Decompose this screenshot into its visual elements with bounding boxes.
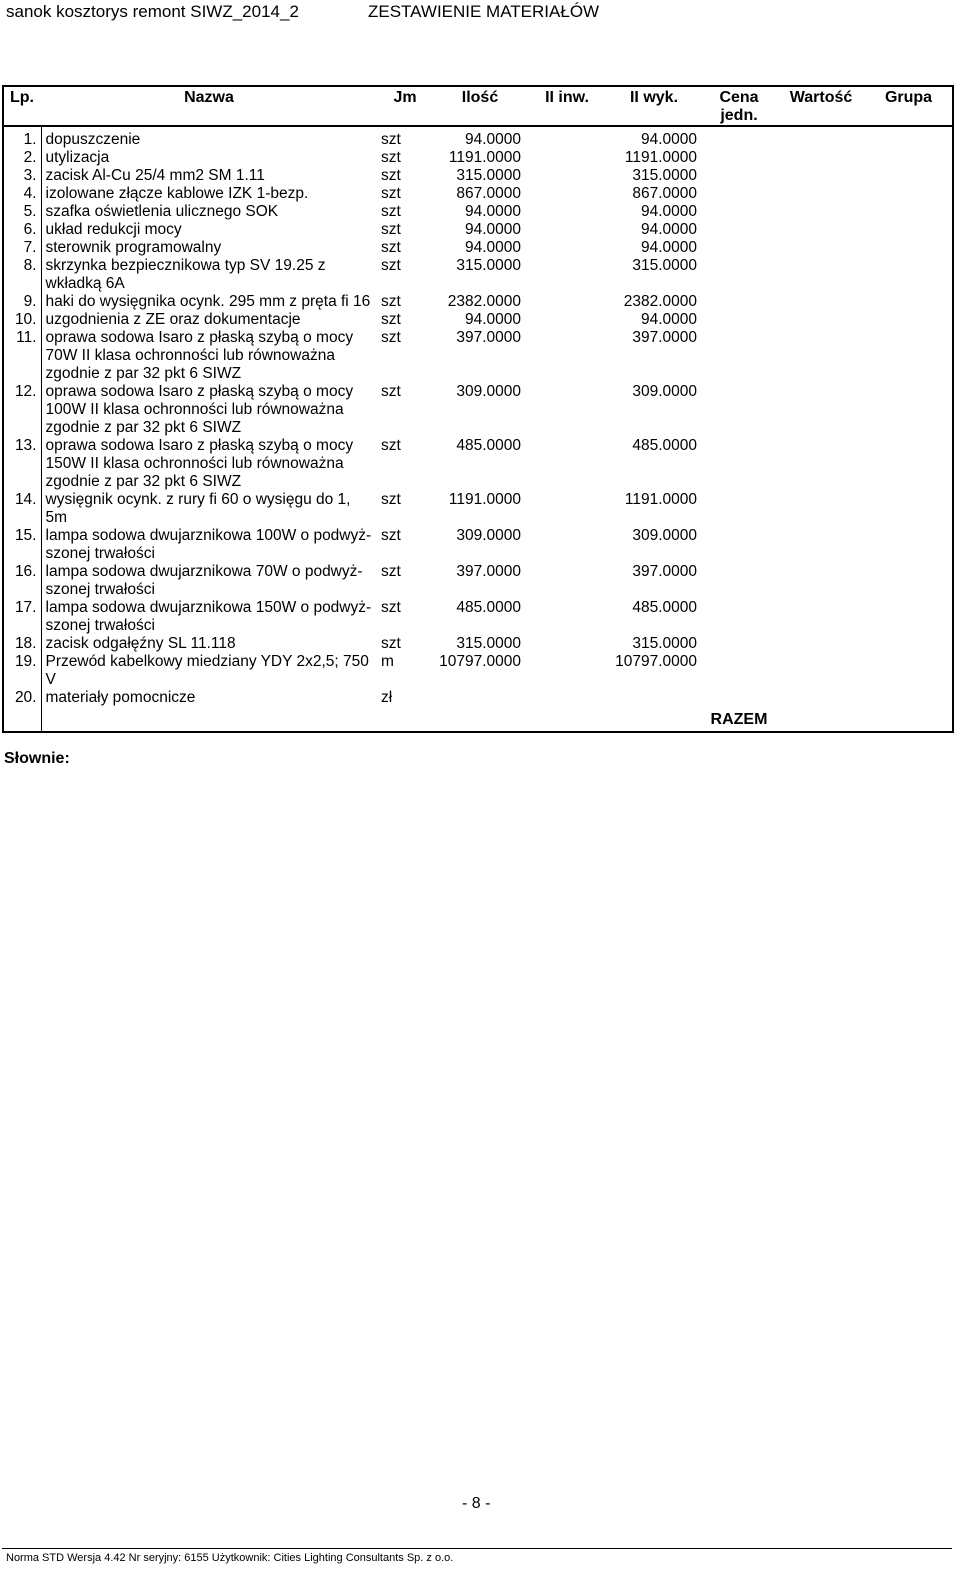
cell-lp: 2. [3,149,41,167]
cell-wartosc [777,635,865,653]
cell-wartosc [777,383,865,437]
cell-grupa [865,149,953,167]
cell-grupa [865,329,953,383]
cell-ilosc: 485.0000 [456,599,521,616]
cell-ii-wyk: 315.0000 [632,257,697,274]
cell-cena [701,599,777,635]
table-row [3,203,953,221]
cell-nazwa: izolowane złącze kablowe IZK 1-bezp. [45,185,309,202]
cell-ilosc: 315.0000 [456,635,521,652]
cell-ii-inw [527,293,607,311]
cell-cena [701,257,777,293]
cell-grupa [865,167,953,185]
cell-jm: szt [381,257,401,274]
cell-nazwa: wysięgnik ocynk. z rury fi 60 o wysięgu do 1, 5m [45,491,351,526]
cell-ilosc: 94.0000 [464,239,521,256]
cell-grupa [865,293,953,311]
cell-wartosc [777,239,865,257]
cell-lp: 13. [3,437,41,491]
cell-ii-inw [527,311,607,329]
cell-wartosc [777,563,865,599]
cell-ii-wyk: 10797.0000 [615,653,697,670]
cell-ii-wyk: 397.0000 [632,563,697,580]
cena-line2: jedn. [720,107,758,124]
cell-ii-wyk: 315.0000 [632,167,697,184]
cell-ilosc: 309.0000 [456,527,521,544]
cell-ilosc: 309.0000 [456,383,521,400]
cell-ii-wyk: 397.0000 [632,329,697,346]
cell-cena [701,221,777,239]
col-header-nazwa: Nazwa [41,86,377,126]
cell-wartosc [777,149,865,167]
table-row [3,383,953,437]
cell-grupa [865,383,953,437]
cell-nazwa: Przewód kabelkowy miedziany YDY 2x2,5; 750 V [45,653,369,688]
cell-grupa [865,239,953,257]
cell-jm: szt [381,599,401,616]
cell-lp: 3. [3,167,41,185]
cell-nazwa: sterownik programowalny [45,239,222,256]
cell-nazwa: oprawa sodowa Isaro z płaską szybą o mocy 150W II klasa ochronności lub równoważna zgodnie z par 32 pkt 6 SIWZ [45,437,354,490]
cell-grupa [865,126,953,149]
cell-lp: 14. [3,491,41,527]
cell-lp: 7. [3,239,41,257]
cell-wartosc [777,599,865,635]
cell-cena [701,239,777,257]
table-row [3,239,953,257]
cell-cena [701,653,777,689]
cell-wartosc [777,437,865,491]
cell-nazwa: szafka oświetlenia ulicznego SOK [45,203,279,220]
cell-ii-inw [527,599,607,635]
page-number: - 8 - [462,1495,491,1512]
cell-ii-inw [527,203,607,221]
cell-wartosc [777,126,865,149]
table-row [3,491,953,527]
cell-cena [701,203,777,221]
cell-cena [701,491,777,527]
cell-nazwa: oprawa sodowa Isaro z płaską szybą o mocy 70W II klasa ochronności lub równoważna zgodnie z par 32 pkt 6 SIWZ [45,329,354,382]
cell-ilosc: 397.0000 [456,563,521,580]
cell-ii-inw [527,383,607,437]
cell-lp: 11. [3,329,41,383]
cell-ii-inw [527,689,607,707]
table-row [3,126,953,149]
cell-grupa [865,635,953,653]
cell-jm: szt [381,131,401,148]
col-header-lp: Lp. [3,86,41,126]
cell-nazwa: haki do wysięgnika ocynk. 295 mm z pręta fi 16 [45,293,371,310]
cell-grupa [865,203,953,221]
cell-ii-inw [527,185,607,203]
cell-lp: 18. [3,635,41,653]
table-row [3,185,953,203]
cell-wartosc [777,221,865,239]
col-header-grupa: Grupa [865,86,953,126]
col-header-cena-jedn [701,86,777,126]
cell-lp: 10. [3,311,41,329]
cell-ii-wyk: 867.0000 [632,185,697,202]
cell-jm: szt [381,491,401,508]
cell-wartosc [777,311,865,329]
table-header-row [3,86,953,126]
cell-ilosc: 1191.0000 [448,491,521,508]
cell-ii-wyk: 315.0000 [632,635,697,652]
col-header-jm: Jm [377,86,433,126]
cell-cena [701,527,777,563]
table-row [3,149,953,167]
cell-ilosc: 867.0000 [456,185,521,202]
cell-nazwa: układ redukcji mocy [45,221,182,238]
cell-wartosc [777,329,865,383]
cell-ii-inw [527,221,607,239]
materials-table [2,85,954,733]
cell-lp: 19. [3,653,41,689]
cell-ii-inw [527,563,607,599]
table-row [3,599,953,635]
cell-ii-inw [527,653,607,689]
cell-grupa [865,311,953,329]
cell-nazwa: uzgodnienia z ZE oraz dokumentacje [45,311,301,328]
cell-ii-wyk: 1191.0000 [624,149,697,166]
cell-jm: szt [381,311,401,328]
col-header-ilosc: Ilość [433,86,527,126]
cell-ilosc: 315.0000 [456,167,521,184]
cell-jm: szt [381,221,401,238]
cell-ii-wyk: 1191.0000 [624,491,697,508]
cell-nazwa: materiały pomocnicze [45,689,196,706]
table-row [3,437,953,491]
cell-cena [701,329,777,383]
cell-ilosc: 315.0000 [456,257,521,274]
cell-ii-wyk: 94.0000 [640,311,697,328]
cell-jm: szt [381,383,401,400]
cell-ii-wyk: 94.0000 [640,221,697,238]
cell-ilosc: 485.0000 [456,437,521,454]
cell-ilosc: 10797.0000 [439,653,521,670]
cell-cena [701,167,777,185]
cell-lp: 5. [3,203,41,221]
table-row [3,329,953,383]
col-header-wartosc: Wartość [777,86,865,126]
cell-cena [701,149,777,167]
cell-lp: 12. [3,383,41,437]
cell-jm: szt [381,239,401,256]
cell-jm: szt [381,437,401,454]
table-row [3,527,953,563]
cell-jm: szt [381,203,401,220]
cell-cena [701,185,777,203]
cell-jm: szt [381,293,401,310]
table-row [3,293,953,311]
cell-grupa [865,653,953,689]
cell-wartosc [777,689,865,707]
cell-wartosc [777,167,865,185]
cell-ii-inw [527,635,607,653]
cell-jm: szt [381,167,401,184]
cell-ii-inw [527,437,607,491]
cell-ilosc: 94.0000 [464,311,521,328]
cell-ii-wyk: 94.0000 [640,131,697,148]
razem-row [3,707,953,732]
cell-nazwa: utylizacja [45,149,110,166]
cell-jm: szt [381,185,401,202]
col-header-ii-inw: II inw. [527,86,607,126]
cell-nazwa: skrzynka bezpiecznikowa typ SV 19.25 z wkładką 6A [45,257,326,292]
table-row [3,653,953,689]
cell-ilosc: 94.0000 [464,131,521,148]
cell-ii-wyk: 94.0000 [640,203,697,220]
cell-ilosc [433,689,527,707]
cell-cena [701,126,777,149]
cell-ii-inw [527,149,607,167]
cell-cena [701,311,777,329]
footer-divider [2,1548,952,1549]
cena-line1: Cena [719,89,759,106]
footer-text: Norma STD Wersja 4.42 Nr seryjny: 6155 Użytkownik: Cities Lighting Consultants Sp. z o.o. [6,1552,454,1564]
cell-cena [701,437,777,491]
document-title: sanok kosztorys remont SIWZ_2014_2 [6,2,299,21]
razem-grupa [865,707,953,732]
razem-wartosc [777,707,865,732]
cell-grupa [865,185,953,203]
cell-lp: 1. [3,126,41,149]
col-header-ii-wyk: II wyk. [607,86,701,126]
cell-ii-wyk: 309.0000 [632,527,697,544]
cell-grupa [865,599,953,635]
cell-ii-inw [527,239,607,257]
cell-ii-wyk: 485.0000 [632,437,697,454]
cell-nazwa: zacisk odgałęźny SL 11.118 [45,635,236,652]
cell-jm: m [381,653,394,670]
cell-ii-inw [527,491,607,527]
table-row [3,257,953,293]
cell-wartosc [777,293,865,311]
cell-lp: 6. [3,221,41,239]
table-row [3,167,953,185]
cell-lp: 15. [3,527,41,563]
cell-jm: szt [381,563,401,580]
cell-ilosc: 1191.0000 [448,149,521,166]
table-row [3,689,953,707]
section-title: ZESTAWIENIE MATERIAŁÓW [368,2,600,21]
cell-grupa [865,437,953,491]
cell-grupa [865,221,953,239]
cell-cena [701,383,777,437]
cell-jm: szt [381,149,401,166]
cell-wartosc [777,257,865,293]
table-body [3,126,953,707]
cell-ii-wyk: 485.0000 [632,599,697,616]
cell-grupa [865,563,953,599]
cell-ii-wyk: 2382.0000 [623,293,697,310]
razem-spacer-wide [41,707,701,732]
cell-nazwa: dopuszczenie [45,131,141,148]
cell-ii-wyk: 309.0000 [632,383,697,400]
cell-ilosc: 94.0000 [464,203,521,220]
cell-lp: 16. [3,563,41,599]
cell-ii-inw [527,126,607,149]
cell-ilosc: 2382.0000 [447,293,521,310]
cell-grupa [865,257,953,293]
cell-ii-inw [527,257,607,293]
cell-grupa [865,491,953,527]
cell-jm: szt [381,329,401,346]
cell-wartosc [777,527,865,563]
slownie-label: Słownie: [4,750,70,767]
table-row [3,221,953,239]
cell-lp: 17. [3,599,41,635]
cell-cena [701,563,777,599]
cell-lp: 20. [3,689,41,707]
table-row [3,311,953,329]
razem-spacer [3,707,41,732]
cell-nazwa: oprawa sodowa Isaro z płaską szybą o mocy 100W II klasa ochronności lub równoważna zgodnie z par 32 pkt 6 SIWZ [45,383,354,436]
cell-jm: szt [381,635,401,652]
cell-nazwa: lampa sodowa dwujarznikowa 100W o podwyż- szonej trwałości [45,527,372,562]
table-row [3,635,953,653]
cell-grupa [865,527,953,563]
cell-cena [701,689,777,707]
cell-ii-wyk: 94.0000 [640,239,697,256]
razem-label: RAZEM [710,711,768,728]
cell-lp: 9. [3,293,41,311]
cell-lp: 8. [3,257,41,293]
cell-jm: szt [381,527,401,544]
cell-wartosc [777,203,865,221]
cell-nazwa: lampa sodowa dwujarznikowa 70W o podwyż- szonej trwałości [45,563,363,598]
cell-wartosc [777,653,865,689]
cell-ii-inw [527,167,607,185]
cell-ilosc: 397.0000 [456,329,521,346]
cell-nazwa: lampa sodowa dwujarznikowa 150W o podwyż- szonej trwałości [45,599,372,634]
cell-grupa [865,689,953,707]
cell-wartosc [777,491,865,527]
cell-jm: zł [381,689,393,706]
table-row [3,563,953,599]
cell-lp: 4. [3,185,41,203]
cell-ii-inw [527,527,607,563]
cell-ii-inw [527,329,607,383]
cell-cena [701,635,777,653]
cell-ilosc: 94.0000 [464,221,521,238]
cell-cena [701,293,777,311]
cell-nazwa: zacisk Al-Cu 25/4 mm2 SM 1.11 [45,167,265,184]
cell-ii-wyk [607,689,701,707]
cell-wartosc [777,185,865,203]
